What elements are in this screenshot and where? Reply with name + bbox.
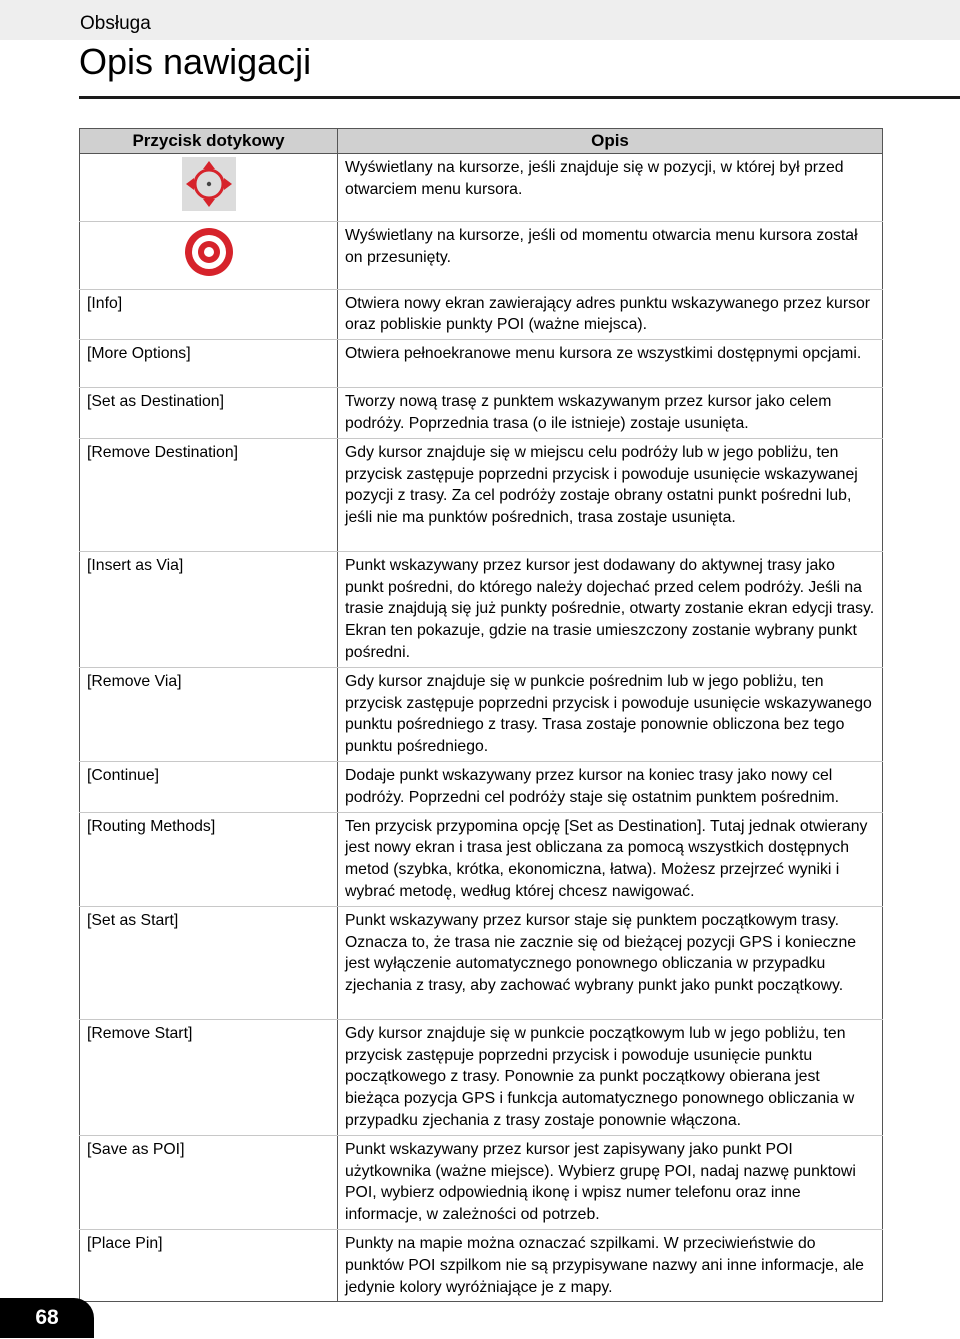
description-cell: Gdy kursor znajduje się w punkcie pośrednim lub w jego pobliżu, ten przycisk zastępuje poprzedni przycisk i powoduje usunięcie wskazywanego punktu pośredniego z trasy. Trasa zostaje ponownie obliczona bez tego punktu pośredniego. (338, 667, 883, 761)
table-row (80, 221, 883, 289)
table-row (80, 551, 883, 667)
description-cell: Punkt wskazywany przez kursor jest dodawany do aktywnej trasy jako punkt pośredni, do którego należy dojechać przed celem podróży. Jeśli na trasie znajdują się już punkty pośrednie, otwarty zostanie ekran edycji trasy. Ekran ten pokazuje, gdzie na trasie umieszczony zostanie wybrany punkt pośredni. (338, 551, 883, 667)
table-row (80, 438, 883, 551)
section-label: Obsługa (80, 13, 151, 34)
table-row (80, 340, 883, 388)
navigation-table (79, 128, 883, 1302)
description-cell: Dodaje punkt wskazywany przez kursor na koniec trasy jako nowy cel podróży. Poprzedni cel podróży staje się ostatnim punktem pośrednim. (338, 761, 883, 812)
button-name-cell: [Save as POI] (80, 1135, 338, 1229)
page-title: Opis nawigacji (79, 41, 312, 82)
table-header-row (80, 129, 883, 154)
column-header-button: Przycisk dotykowy (80, 129, 338, 154)
column-header-description: Opis (338, 129, 883, 154)
button-name-cell: [Remove Destination] (80, 438, 338, 551)
icon-cell (80, 221, 338, 289)
button-name-cell: [More Options] (80, 340, 338, 388)
button-name-cell: [Continue] (80, 761, 338, 812)
table-row (80, 388, 883, 439)
table-row (80, 667, 883, 761)
table-row (80, 812, 883, 906)
page-number: 68 (0, 1298, 94, 1338)
table-row (80, 906, 883, 1019)
table-row (80, 1135, 883, 1229)
button-name-cell: [Insert as Via] (80, 551, 338, 667)
description-cell: Otwiera nowy ekran zawierający adres punktu wskazywanego przez kursor oraz pobliskie punkty POI (ważne miejsca). (338, 289, 883, 340)
button-name-cell: [Remove Via] (80, 667, 338, 761)
table-row (80, 289, 883, 340)
description-cell: Punkt wskazywany przez kursor staje się punktem początkowym trasy. Oznacza to, że trasa nie zacznie się od bieżącej pozycji GPS i konieczne jest wyłączenie automatycznego ponownego obliczania w przypadku zjechania z trasy, aby zachować wybrany punkt jako punkt początkowy. (338, 906, 883, 1019)
description-cell: Otwiera pełnoekranowe menu kursora ze wszystkimi dostępnymi opcjami. (338, 340, 883, 388)
description-cell: Ten przycisk przypomina opcję [Set as Destination]. Tutaj jednak otwierany jest nowy ekran i trasa jest obliczana za pomocą wszystkich dostępnych metod (szybka, krótka, ekonomiczna, łatwa). Możesz przejrzeć wyniki i wybrać metodę, według której chcesz nawigować. (338, 812, 883, 906)
description-cell: Punkt wskazywany przez kursor jest zapisywany jako punkt POI użytkownika (ważne miejsce). Wybierz grupę POI, nadaj nazwę punktowi POI, wybierz odpowiednią ikonę i wpisz numer telefonu oraz inne informacje, w zależności od potrzeb. (338, 1135, 883, 1229)
title-divider (79, 96, 960, 99)
button-name-cell: [Routing Methods] (80, 812, 338, 906)
cursor-target-icon (182, 225, 236, 286)
button-name-cell: [Info] (80, 289, 338, 340)
description-cell: Wyświetlany na kursorze, jeśli znajduje się w pozycji, w której był przed otwarciem menu kursora. (338, 154, 883, 222)
button-name-cell: [Place Pin] (80, 1229, 338, 1301)
table-row (80, 154, 883, 222)
description-cell: Tworzy nową trasę z punktem wskazywanym przez kursor jako celem podróży. Poprzednia trasa (o ile istnieje) zostaje usunięta. (338, 388, 883, 439)
button-name-cell: [Remove Start] (80, 1019, 338, 1135)
table-row (80, 1019, 883, 1135)
icon-cell (80, 154, 338, 222)
button-name-cell: [Set as Start] (80, 906, 338, 1019)
description-cell: Gdy kursor znajduje się w punkcie początkowym lub w jego pobliżu, ten przycisk zastępuje poprzedni przycisk i powoduje usunięcie punktu początkowego z trasy. Ponownie za punkt początkowy obierana jest bieżąca pozycja GPS i funkcja automatycznego ponownego obliczania w przypadku zjechania z trasy zostaje ponownie włączona. (338, 1019, 883, 1135)
table-row (80, 1229, 883, 1301)
description-cell: Punkty na mapie można oznaczać szpilkami. W przeciwieństwie do punktów POI szpilkom nie są przypisywane nazwy ani inne informacje, ale jedynie kolory wyróżniające je z mapy. (338, 1229, 883, 1301)
table-row (80, 761, 883, 812)
button-name-cell: [Set as Destination] (80, 388, 338, 439)
description-cell: Gdy kursor znajduje się w miejscu celu podróży lub w jego pobliżu, ten przycisk zastępuje poprzedni przycisk i powoduje usunięcie wskazywanej pozycji z trasy. Za cel podróży zostaje obrany ostatni punkt pośredni lub, jeśli nie ma punktów pośrednich, trasa zostaje usunięta. (338, 438, 883, 551)
description-cell: Wyświetlany na kursorze, jeśli od momentu otwarcia menu kursora został on przesunięty. (338, 221, 883, 289)
cursor-crosshair-icon (182, 157, 236, 218)
